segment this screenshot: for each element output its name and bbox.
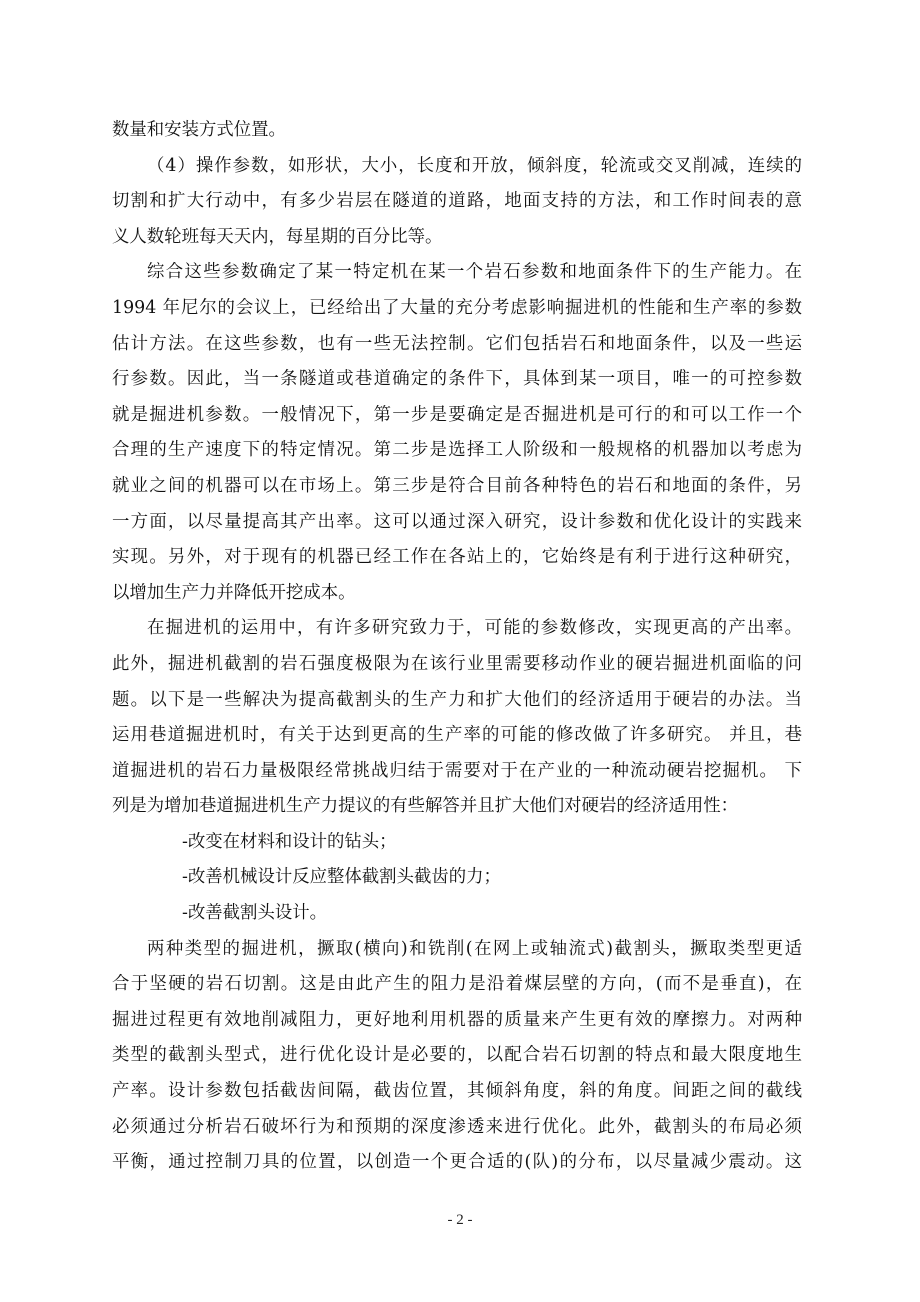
text-line: 实现。另外，对于现有的机器已经工作在各站上的，它始终是有利于进行这种研究， — [112, 547, 802, 568]
text-line: 必须通过分析岩石破坏行为和预期的深度渗透来进行优化。此外，截割头的布局必须 — [112, 1116, 802, 1137]
text-line: 义人数轮班每天天内，每星期的百分比等。 — [112, 226, 443, 247]
text-line: 1994 年尼尔的会议上，已经给出了大量的充分考虑影响掘进机的性能和生产率的参数 — [112, 297, 802, 318]
text-line: 类型的截割头型式，进行优化设计是必要的，以配合岩石切割的特点和最大限度地生 — [112, 1045, 802, 1066]
text-line: 切割和扩大行动中，有多少岩层在隧道的道路，地面支持的方法，和工作时间表的意 — [112, 191, 802, 212]
text-line: 两种类型的掘进机，撅取(横向)和铣削(在网上或轴流式)截割头，撅取类型更适 — [147, 938, 802, 959]
text-line: 就是掘进机参数。一般情况下，第一步是要确定是否掘进机是可行的和可以工作一个 — [112, 404, 802, 425]
text-line: 题。以下是一些解决为提高截割头的生产力和扩大他们的经济适用于硬岩的办法。当 — [112, 689, 802, 710]
body-text — [112, 113, 802, 1181]
text-line: -改变在材料和设计的钻头； — [182, 831, 397, 852]
text-line: （4）操作参数，如形状，大小，长度和开放，倾斜度，轮流或交叉削减，连续的 — [147, 155, 802, 176]
text-line: 行参数。因此，当一条隧道或巷道确定的条件下，具体到某一项目，唯一的可控参数 — [112, 369, 802, 390]
text-line: 综合这些参数确定了某一特定机在某一个岩石参数和地面条件下的生产能力。在 — [147, 262, 802, 283]
text-line: 以增加生产力并降低开挖成本。 — [112, 582, 356, 603]
page-number: - 2 - — [447, 1212, 473, 1228]
text-line: 数量和安装方式位置。 — [112, 120, 286, 140]
text-line: 此外，掘进机截割的岩石强度极限为在该行业里需要移动作业的硬岩掘进机面临的问 — [112, 653, 802, 674]
text-line: 平衡，通过控制刀具的位置，以创造一个更合适的(队)的分布，以尽量减少震动。这 — [112, 1152, 802, 1173]
text-line: 估计方法。在这些参数，也有一些无法控制。它们包括岩石和地面条件，以及一些运 — [112, 333, 802, 354]
text-line: 掘进过程更有效地削减阻力，更好地利用机器的质量来产生更有效的摩擦力。对两种 — [112, 1009, 802, 1030]
text-line: 一方面，以尽量提高其产出率。这可以通过深入研究，设计参数和优化设计的实践来 — [112, 511, 802, 532]
text-line: -改善截割头设计。 — [182, 903, 328, 924]
text-line: 道掘进机的岩石力量极限经常挑战归结于需要对于在产业的一种流动硬岩挖掘机。 下 — [112, 760, 802, 781]
text-line: -改善机械设计反应整体截割头截齿的力； — [182, 867, 501, 888]
text-line: 产率。设计参数包括截齿间隔，截齿位置，其倾斜角度，斜的角度。间距之间的截线 — [112, 1081, 802, 1102]
text-line: 列是为增加巷道掘进机生产力提议的有些解答并且扩大他们对硬岩的经济适用性： — [112, 796, 739, 817]
text-line: 运用巷道掘进机时，有关于达到更高的生产率的可能的修改做了许多研究。 并且，巷 — [112, 725, 802, 746]
text-line: 就业之间的机器可以在市场上。第三步是符合目前各种特色的岩石和地面的条件，另 — [112, 475, 802, 496]
text-line: 合理的生产速度下的特定情况。第二步是选择工人阶级和一般规格的机器加以考虑为 — [112, 440, 802, 461]
text-line: 合于坚硬的岩石切割。这是由此产生的阻力是沿着煤层壁的方向，(而不是垂直)，在 — [112, 974, 802, 995]
text-line: 在掘进机的运用中，有许多研究致力于，可能的参数修改，实现更高的产出率。 — [147, 618, 802, 639]
